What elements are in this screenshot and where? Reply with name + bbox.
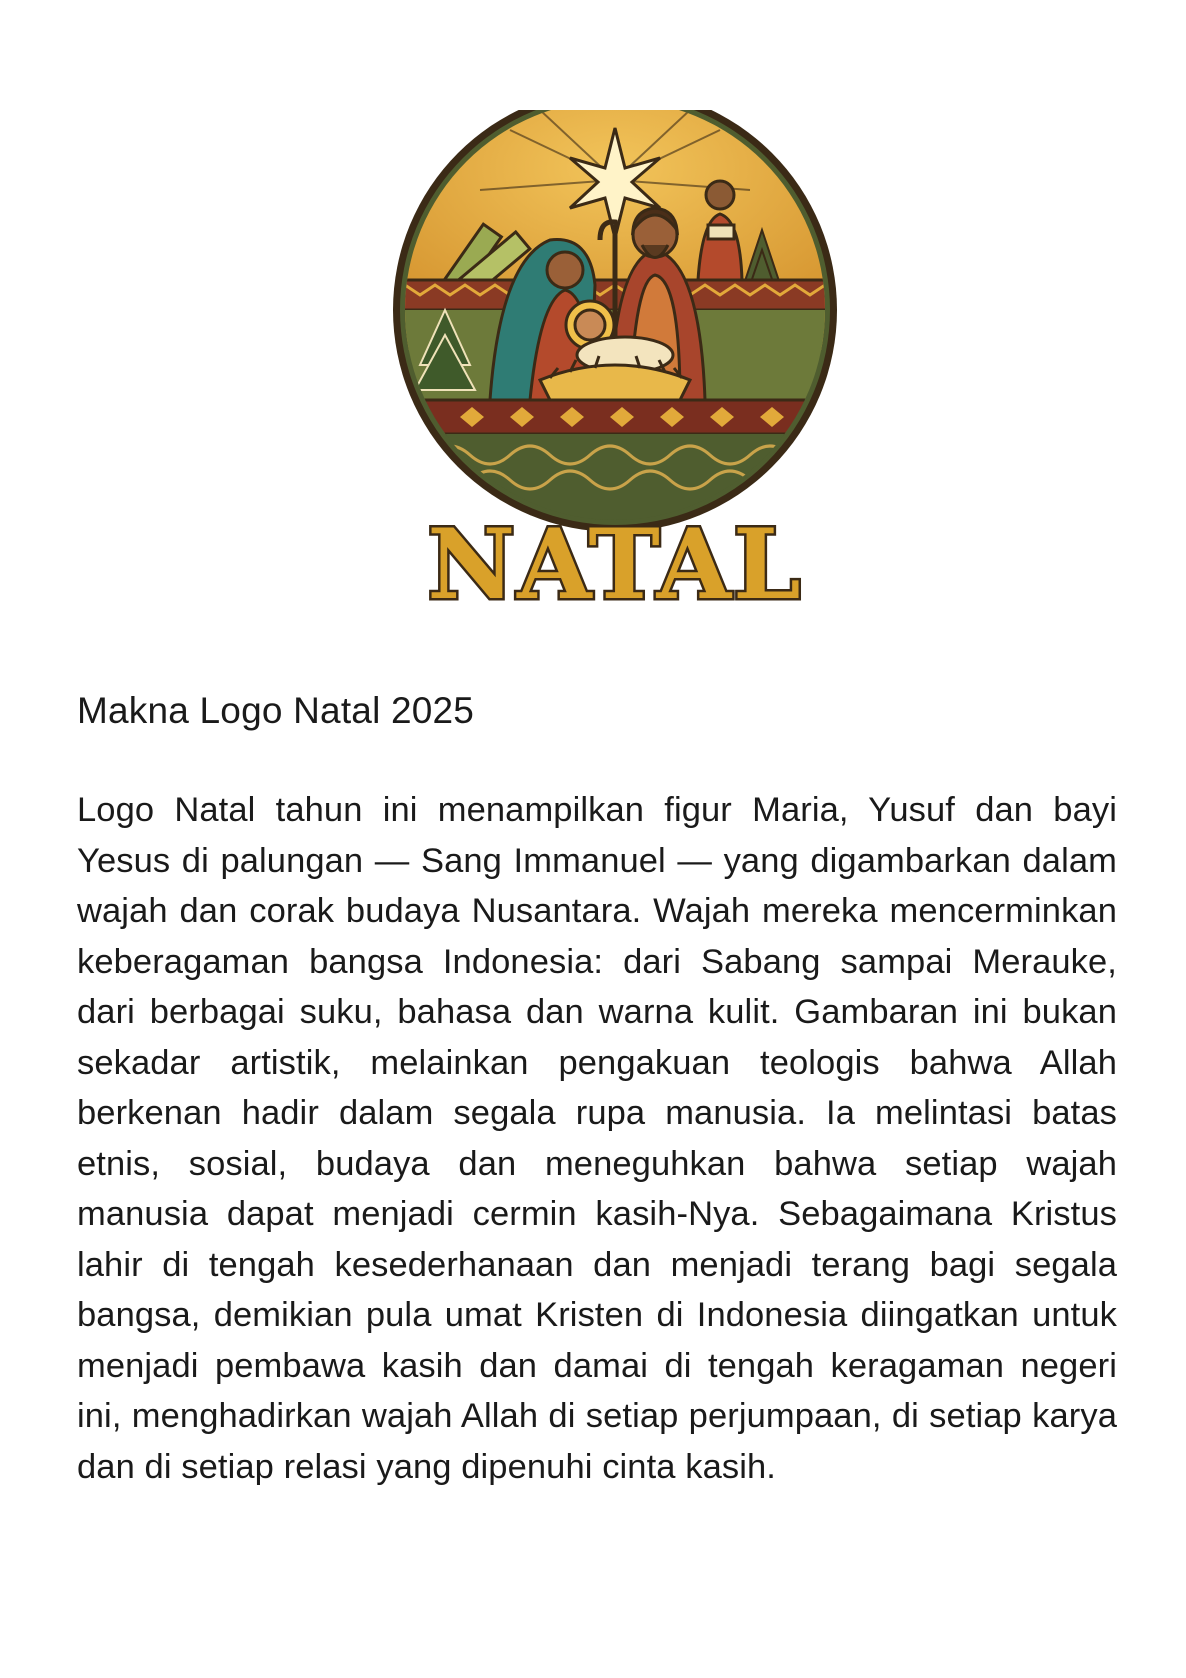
natal-logo bbox=[390, 110, 840, 630]
page-title: Makna Logo Natal 2025 bbox=[77, 690, 475, 731]
logo-wordmark: NATAL bbox=[427, 508, 803, 621]
natal-logo-graphic bbox=[390, 110, 840, 630]
body-paragraph: Logo Natal tahun ini menampilkan figur Maria, Yusuf dan bayi Yesus di palungan — Sang Immanuel — yang digambarkan dalam wajah dan corak budaya Nusantara. Wajah mereka mencerminkan keberagaman bangsa Indonesia: dari Sabang sampai Merauke, dari berbagai suku, bahasa dan warna kulit. Gambaran ini bukan sekadar artistik, melainkan pengakuan teologis bahwa Allah berkenan hadir dalam segala rupa manusia. Ia melintasi batas etnis, sosial, budaya dan meneguhkan bahwa setiap wajah manusia dapat menjadi cermin kasih-Nya. Sebagaimana Kristus lahir di tengah kesederhanaan dan menjadi terang bagi segala bangsa, demikian pula umat Kristen di Indonesia diingatkan untuk menjadi pembawa kasih dan damai di tengah keragaman negeri ini, menghadirkan wajah Allah di setiap perjumpaan, di setiap karya dan di setiap relasi yang dipenuhi cinta kasih. bbox=[77, 791, 1117, 1486]
